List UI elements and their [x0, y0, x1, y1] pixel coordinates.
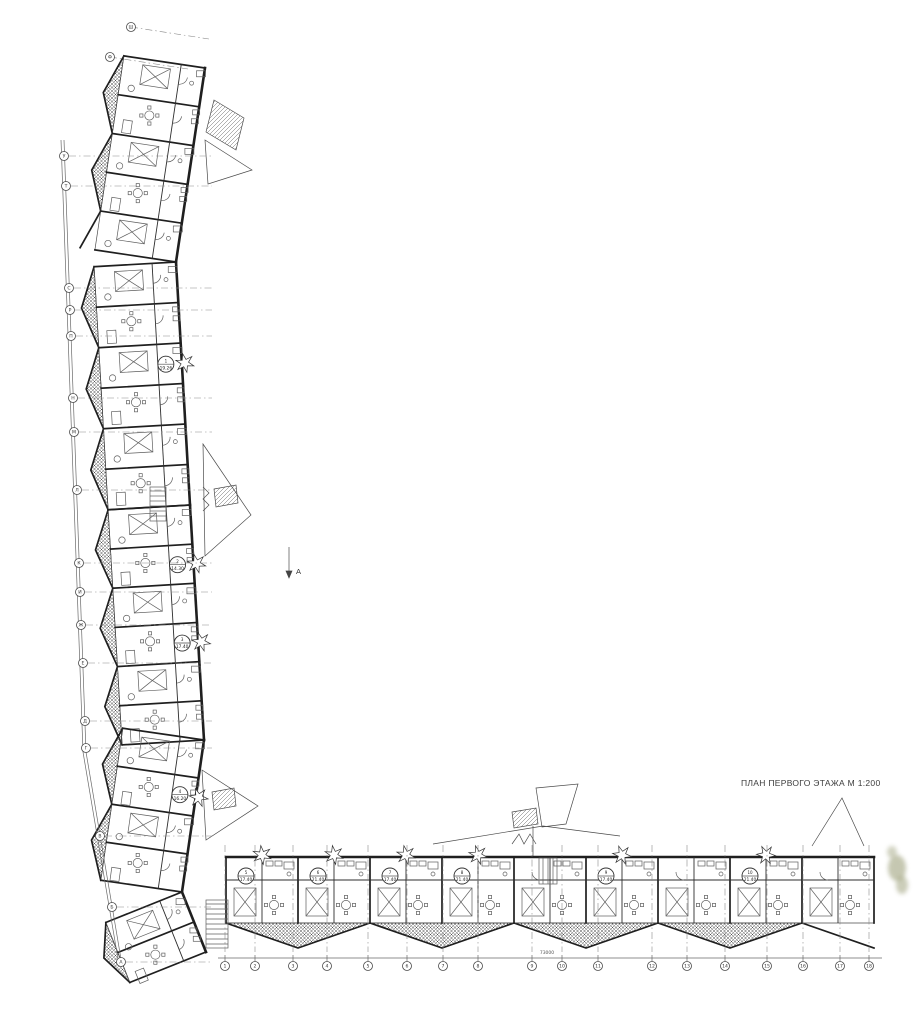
chair-glyph [153, 710, 156, 713]
axis-label: 1 [223, 964, 227, 970]
axis-label: Ш [128, 25, 134, 31]
door-arc [161, 194, 170, 201]
chair-glyph [154, 961, 157, 964]
chair-glyph [264, 903, 267, 906]
door-arc [177, 750, 186, 757]
chair-glyph [552, 903, 555, 906]
bath-glyph [428, 862, 438, 869]
bed-glyph [119, 353, 148, 371]
section-marker-a [286, 571, 292, 578]
axis-label: 11 [595, 964, 601, 970]
chair-glyph [768, 903, 771, 906]
cross-wall [124, 56, 205, 68]
sofa-glyph [112, 411, 122, 425]
cross-wall [113, 583, 195, 588]
chair-glyph [131, 482, 134, 485]
entrance-canopy [812, 798, 864, 846]
door-arc [160, 396, 168, 404]
chair-glyph [136, 184, 139, 187]
table-glyph [845, 900, 854, 909]
table-glyph [485, 900, 494, 909]
door-arc [161, 864, 170, 871]
axis-label: Б [110, 905, 114, 911]
axis-label: В [98, 834, 102, 840]
axis-label: 13 [684, 964, 690, 970]
chair-glyph [142, 401, 145, 404]
axis-label: 16 [800, 964, 806, 970]
chair-glyph [127, 757, 133, 763]
bed-glyph [133, 593, 162, 611]
chair-glyph [128, 192, 131, 195]
wc-glyph [647, 872, 651, 876]
chair-glyph [408, 903, 411, 906]
axis-label: Е [81, 661, 85, 667]
table-glyph [145, 637, 154, 646]
entrance-canopy [205, 140, 252, 184]
chair-glyph [136, 853, 139, 856]
chair-glyph [560, 895, 563, 898]
balcony-hatch [226, 923, 370, 948]
chair-glyph [144, 192, 147, 195]
area-tag-number: 10 [747, 870, 753, 876]
axis-label: Н [71, 396, 75, 402]
axis-label: 18 [866, 964, 872, 970]
chair-glyph [272, 911, 275, 914]
chair-glyph [776, 895, 779, 898]
entry-door-burst [187, 554, 205, 572]
table-glyph [701, 900, 710, 909]
chair-glyph [280, 903, 283, 906]
door-arc [165, 477, 173, 485]
bed-glyph [143, 65, 168, 89]
chair-glyph [496, 903, 499, 906]
table-glyph [341, 900, 350, 909]
kitchen-glyph [851, 861, 858, 866]
chair-glyph [146, 953, 149, 956]
chair-glyph [696, 903, 699, 906]
chair-glyph [156, 114, 159, 117]
wc-glyph [176, 910, 180, 914]
section-marker-label: А [296, 567, 302, 576]
area-tag-area: 17.40 [383, 878, 397, 884]
sofa-glyph [121, 572, 131, 586]
wc-glyph [173, 440, 177, 444]
chair-glyph [640, 903, 643, 906]
area-tag-number: 1 [164, 358, 168, 364]
wc-glyph [791, 872, 795, 876]
wc-glyph [178, 521, 182, 525]
chair-glyph [144, 553, 147, 556]
cross-wall [110, 544, 192, 549]
cross-wall [117, 662, 199, 667]
chair-glyph [156, 640, 159, 643]
table-glyph [145, 111, 154, 120]
chair-glyph [344, 895, 347, 898]
entry-door-burst [325, 846, 343, 865]
chair-glyph [148, 632, 151, 635]
chair-glyph [480, 903, 483, 906]
wc-glyph [359, 872, 363, 876]
sofa-glyph [107, 330, 117, 344]
cross-wall [107, 172, 188, 184]
area-tag-area: 21.40 [455, 878, 469, 884]
axis-label: Ф [108, 55, 112, 61]
chair-glyph [352, 903, 355, 906]
area-tag-area: 17.40 [175, 645, 189, 651]
chair-glyph [704, 895, 707, 898]
axis-label: А [119, 960, 123, 966]
chair-glyph [624, 903, 627, 906]
bath-glyph [788, 862, 798, 869]
chair-glyph [134, 393, 137, 396]
chair-glyph [128, 861, 131, 864]
kitchen-glyph [779, 861, 786, 866]
chair-glyph [148, 122, 151, 125]
axis-label: 17 [837, 964, 843, 970]
door-arc [676, 872, 684, 880]
bath-glyph [644, 862, 654, 869]
bed-glyph [124, 434, 153, 452]
chair-glyph [704, 911, 707, 914]
chair-glyph [162, 953, 165, 956]
cross-wall [101, 880, 182, 892]
bath-glyph [356, 862, 366, 869]
chair-glyph [144, 569, 147, 572]
table-glyph [413, 900, 422, 909]
chair-glyph [147, 777, 150, 780]
area-tag-number: 7 [388, 870, 392, 876]
bath-glyph [500, 862, 510, 869]
axis-label: 5 [366, 964, 370, 970]
wc-glyph [164, 278, 168, 282]
chair-glyph [848, 911, 851, 914]
axis-label: Т [64, 184, 68, 190]
chair-glyph [116, 833, 122, 839]
chair-glyph [126, 401, 129, 404]
chair-glyph [140, 640, 143, 643]
door-arc [156, 315, 164, 323]
chair-glyph [128, 694, 134, 700]
kitchen-glyph [410, 861, 417, 866]
entrance-canopy [214, 485, 238, 507]
door-arc [177, 675, 185, 684]
entrance-canopy [433, 826, 620, 844]
cross-wall [112, 133, 193, 145]
kitchen-glyph [554, 861, 561, 866]
kitchen-glyph [482, 861, 489, 866]
chair-glyph [105, 294, 111, 300]
table-glyph [629, 900, 638, 909]
area-tag-area: 16.20 [173, 796, 187, 802]
chair-glyph [105, 240, 111, 246]
axis-label: П [69, 334, 73, 340]
axis-label: 8 [476, 964, 480, 970]
tree-blob [887, 846, 897, 858]
axis-label: Р [68, 308, 72, 314]
chair-glyph [122, 320, 125, 323]
door-arc [178, 78, 187, 85]
cross-wall [106, 465, 188, 470]
axis-label: Ж [78, 623, 84, 629]
entrance-canopy [206, 100, 244, 150]
wc-glyph [431, 872, 435, 876]
wc-glyph [183, 599, 187, 603]
axis-label: 4 [325, 964, 329, 970]
axis-label: 9 [530, 964, 534, 970]
sofa-glyph [110, 197, 121, 211]
chair-glyph [776, 911, 779, 914]
axis-label: Л [75, 488, 79, 494]
chair-glyph [154, 945, 157, 948]
area-tag-area: 14.30 [171, 566, 184, 572]
chair-glyph [568, 903, 571, 906]
cross-wall [101, 211, 182, 223]
sofa-glyph [122, 120, 133, 134]
wc-glyph [178, 159, 182, 163]
area-tag-number: 6 [316, 870, 320, 876]
table-glyph [133, 858, 142, 867]
chair-glyph [424, 903, 427, 906]
bed-glyph [131, 142, 156, 166]
axis-label: 6 [405, 964, 409, 970]
wc-glyph [287, 872, 291, 876]
table-glyph [127, 317, 136, 326]
axis-label: М [72, 430, 76, 436]
kitchen-glyph [635, 861, 642, 866]
wc-glyph [503, 872, 507, 876]
area-tag-area: 17.40 [599, 878, 613, 884]
kitchen-glyph [842, 861, 849, 866]
chair-glyph [416, 895, 419, 898]
overall-dimension: 73000 [539, 951, 555, 956]
bath-glyph [716, 862, 726, 869]
chair-glyph [144, 861, 147, 864]
cross-wall [101, 384, 183, 389]
door-arc [163, 437, 171, 445]
wc-glyph [166, 236, 170, 240]
table-glyph [144, 782, 153, 791]
kitchen-glyph [491, 861, 498, 866]
sofa-glyph [121, 791, 132, 805]
door-arc [167, 909, 172, 919]
cross-wall [130, 952, 206, 982]
chair-glyph [138, 320, 141, 323]
canopy-zigzag [512, 834, 536, 844]
table-glyph [151, 950, 160, 959]
area-tag-number: 5 [244, 870, 248, 876]
chair-glyph [136, 869, 139, 872]
door-arc [167, 518, 175, 527]
axis-label: И [78, 590, 82, 596]
kitchen-glyph [698, 861, 705, 866]
cross-wall [118, 95, 199, 107]
table-glyph [136, 479, 145, 488]
tree-blob [896, 876, 908, 894]
cross-wall [115, 623, 197, 628]
area-tag-area: 19.26 [159, 366, 173, 372]
axis-label: 2 [253, 964, 257, 970]
chair-glyph [134, 409, 137, 412]
chair-glyph [147, 793, 150, 796]
chair-glyph [416, 911, 419, 914]
entrance-canopy [212, 788, 236, 810]
axis-label: К [77, 561, 81, 567]
chair-glyph [488, 895, 491, 898]
chair-glyph [145, 718, 148, 721]
bed-glyph [142, 737, 167, 761]
kitchen-glyph [275, 861, 282, 866]
axis-label: У [62, 154, 66, 160]
chair-glyph [840, 903, 843, 906]
chair-glyph [130, 328, 133, 331]
entrance-canopy [536, 784, 578, 827]
chair-glyph [336, 903, 339, 906]
inner-wall [176, 68, 205, 262]
kitchen-glyph [770, 861, 777, 866]
chair-glyph [128, 85, 134, 91]
door-arc [155, 233, 164, 240]
chair-glyph [123, 615, 129, 621]
cross-wall [112, 804, 193, 816]
area-tag-number: 3 [180, 637, 184, 643]
wc-glyph [178, 829, 182, 833]
door-arc [820, 872, 828, 880]
table-glyph [131, 398, 140, 407]
axis-label: С [67, 286, 71, 292]
chair-glyph [632, 911, 635, 914]
table-glyph [773, 900, 782, 909]
cross-wall [94, 262, 176, 267]
chair-glyph [784, 903, 787, 906]
chair-glyph [148, 106, 151, 109]
grid-line [128, 25, 209, 39]
balcony-hatch [514, 923, 658, 948]
chair-glyph [856, 903, 859, 906]
entry-door-burst [176, 354, 194, 373]
entry-door-burst [253, 846, 271, 865]
wc-glyph [719, 872, 723, 876]
chair-glyph [148, 648, 151, 651]
wc-glyph [863, 872, 867, 876]
area-tag-area: 21.40 [743, 878, 757, 884]
cross-wall [123, 728, 204, 740]
wc-glyph [190, 81, 194, 85]
axis-label: 12 [649, 964, 655, 970]
area-tag-area: 17.40 [239, 878, 253, 884]
chair-glyph [119, 537, 125, 543]
table-glyph [133, 189, 142, 198]
bath-glyph [860, 862, 870, 869]
drawing-title: ПЛАН ПЕРВОГО ЭТАЖА М 1:200 [741, 778, 881, 788]
chair-glyph [140, 114, 143, 117]
chair-glyph [488, 911, 491, 914]
axis-label: 10 [559, 964, 565, 970]
axis-label: Д [83, 719, 87, 725]
area-tag-number: 4 [178, 788, 182, 794]
axis-label: 7 [441, 964, 445, 970]
cross-wall [120, 701, 202, 706]
axis-label: 14 [722, 964, 728, 970]
kitchen-glyph [266, 861, 273, 866]
sofa-glyph [110, 867, 121, 881]
area-tag-number: 9 [604, 870, 608, 876]
table-glyph [269, 900, 278, 909]
chair-glyph [114, 456, 120, 462]
chair-glyph [632, 895, 635, 898]
door-arc [172, 596, 180, 604]
balcony-hatch [370, 923, 514, 948]
cross-wall [96, 303, 178, 308]
chair-glyph [139, 474, 142, 477]
chair-glyph [712, 903, 715, 906]
cross-wall [117, 766, 198, 778]
sofa-glyph [126, 650, 136, 664]
wc-glyph [189, 753, 193, 757]
entrance-canopy [512, 808, 538, 828]
chair-glyph [109, 375, 115, 381]
door-arc [179, 939, 184, 949]
bed-glyph [114, 272, 143, 290]
chair-glyph [155, 785, 158, 788]
area-tag-number: 8 [460, 870, 464, 876]
kitchen-glyph [419, 861, 426, 866]
chair-glyph [116, 163, 122, 169]
chair-glyph [130, 312, 133, 315]
bed-glyph [138, 671, 167, 689]
sofa-glyph [135, 968, 148, 983]
door-arc [153, 275, 161, 283]
axis-label: Г [84, 746, 88, 752]
kitchen-glyph [626, 861, 633, 866]
chair-glyph [848, 895, 851, 898]
kitchen-glyph [347, 861, 354, 866]
bed-glyph [127, 921, 160, 929]
door-arc [166, 826, 175, 833]
chair-glyph [344, 911, 347, 914]
axis-label: 3 [291, 964, 295, 970]
wc-glyph [575, 872, 579, 876]
wc-glyph [187, 677, 191, 681]
kitchen-glyph [707, 861, 714, 866]
entry-door-burst [189, 789, 208, 807]
axis-label: 15 [764, 964, 770, 970]
chair-glyph [136, 200, 139, 203]
bed-glyph [128, 515, 157, 533]
balcony-hatch [658, 923, 802, 948]
kitchen-glyph [338, 861, 345, 866]
chair-glyph [147, 482, 150, 485]
area-tag-area: 21.40 [311, 878, 325, 884]
cross-wall [106, 842, 187, 854]
bed-glyph [120, 220, 145, 244]
chair-glyph [153, 726, 156, 729]
bath-glyph [572, 862, 582, 869]
chair-glyph [139, 785, 142, 788]
table-glyph [150, 715, 159, 724]
sofa-glyph [116, 492, 126, 506]
cross-wall [95, 250, 176, 262]
kitchen-glyph [563, 861, 570, 866]
chair-glyph [272, 895, 275, 898]
area-tag-number: 2 [176, 558, 179, 564]
bath-glyph [284, 862, 294, 869]
door-arc [173, 116, 182, 123]
bed-glyph [131, 813, 156, 837]
